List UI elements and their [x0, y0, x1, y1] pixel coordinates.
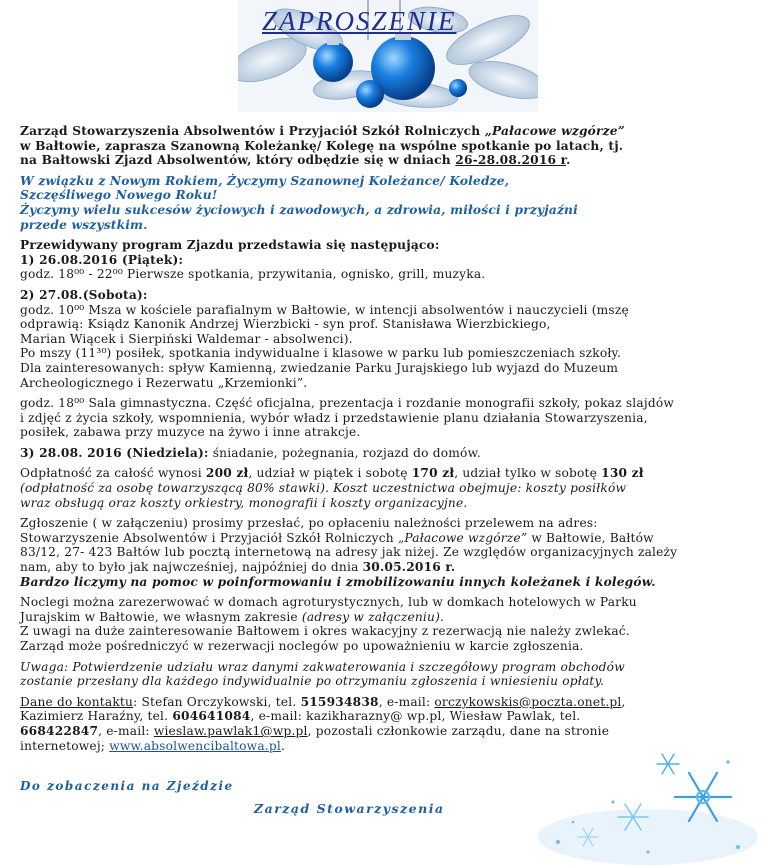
intro-line-3: na Bałtowski Zjazd Absolwentów, który odbędzie się w dniach 26-28.08.2016 r. — [20, 153, 571, 168]
lodging: Noclegi można zarezerwować w domach agroturystycznych, lub w domkach hotelowych w Parku Jurajskim w Bałtowie, we własnym zakresie (adresy w załączeniu). Z uwagi na duże zainteresowanie Bałtowem i okres wakacyjny z rezerwacją nie należy zwlekać. Zarząd może pośredniczyć w rezerwacji noclegów po upoważnieniu w karcie zgłoszenia. — [20, 595, 637, 653]
email-link-3[interactable]: wieslaw.pawlak1@wp.pl — [153, 723, 308, 738]
phone-2: 604641084 — [172, 709, 251, 724]
day2-text: godz. 10⁰⁰ Msza w kościele parafialnym w Bałtowie, w intencji absolwentów i nauczycieli (mszę odprawią: Ksiądz Kanonik Andrzej Wierzbicki - syn prof. Stanisława Wierzbickiego, Marian Wiącek i Sierpiński Waldemar - absolwenci). Po mszy (11³⁰) posiłek, spotkania indywidualne i klasowe w parku lub pomieszczeniach szkoły. Dla zainteresowanych: spływ Kamienną, zwiedzanie Parku Jurajskiego lub wyjazd do Muzeum Archeologicznego i Rezerwatu „Krzemionki”. godz. 18⁰⁰ Sala gimnastyczna. Część oficjalna, prezentacja i rozdanie monografii szkoły, pokaz slajdów i zdjęć z życia szkoły, wspomnienia, wybór władz i przedstawienie planu działania Stowarzyszenia, posiłek, zabawa przy muzyce na żywo i inne atrakcje. — [20, 302, 674, 440]
event-dates: 26-28.08.2016 r — [455, 153, 567, 168]
day2-heading: 2) 27.08.(Sobota): — [20, 287, 148, 302]
day3-text: 3) 28.08. 2016 (Niedziela): śniadanie, pożegnania, rozjazd do domów. — [20, 445, 481, 460]
day3-heading: 3) 28.08. 2016 (Niedziela): — [20, 445, 209, 460]
page-title: ZAPROSZENIE — [262, 6, 457, 36]
day1-text: godz. 18⁰⁰ - 22⁰⁰ Pierwsze spotkania, przywitania, ognisko, grill, muzyka. — [20, 267, 486, 282]
day1-heading: 1) 26.08.2016 (Piątek): — [20, 252, 184, 267]
program-heading: Przewidywany program Zjazdu przedstawia się następująco: — [20, 238, 440, 253]
signature: Zarząd Stowarzyszenia — [254, 801, 445, 816]
invitation-body — [20, 124, 760, 753]
snowflake-decoration-icon — [528, 742, 758, 866]
deadline-date: 30.05.2016 r. — [362, 560, 456, 575]
intro-line-2: w Bałtowie, zaprasza Szanowną Koleżankę/ Kolegę na wspólne spotkanie po latach, tj. — [20, 138, 624, 153]
contact-label: Dane do kontaktu — [20, 694, 134, 709]
registration: Zgłoszenie ( w załączeniu) prosimy przesłać, po opłaceniu należności przelewem na adres: Stowarzyszenie Absolwentów i Przyjaciół Szkół Rolniczych „Pałacowe wzgórze” w Bałtowie, Bałtów 83/12, 27- 423 Bałtów lub pocztą internetową na adresy jak niżej. Ze względów organizacyjnych zależy nam, aby to było jak najwcześniej, najpóźniej do dnia 30.05.2016 r. Bardzo liczymy na pomoc w poinformowaniu i zmobilizowaniu innych koleżanek i kolegów. — [20, 516, 678, 589]
phone-1: 515934838 — [300, 694, 379, 709]
email-link-1[interactable]: orczykowskis@poczta.onet.pl — [434, 694, 622, 709]
phone-3: 668422847 — [20, 723, 99, 738]
greetings: W związku z Nowym Rokiem, Życzymy Szanownej Koleżance/ Koledze, Szczęśliwego Nowego Roku! Życzymy wielu sukcesów życiowych i zawodowych, a zdrowia, miłości i przyjaźni przede wszystkim. — [20, 173, 578, 232]
association-name: „Pałacowe wzgórze” — [484, 124, 625, 138]
note: Uwaga: Potwierdzenie udziału wraz danymi zakwaterowania i szczegółowy program obchodów zostanie przesłany dla każdego indywidualnie po otrzymaniu zgłoszenia i wniesieniu opłaty. — [20, 659, 625, 689]
website-link[interactable]: www.absolwencibaltowa.pl — [109, 738, 281, 753]
contact: Dane do kontaktu: Stefan Orczykowski, tel. 515934838, e-mail: orczykowskis@poczta.onet.pl, Kazimierz Haraźny, tel. 604641084, e-mail: kazikharazny@ wp.pl, Wiesław Pawlak, tel. 668422847, e-mail: wieslaw.pawlak1@wp.pl, pozostali członkowie zarządu, dane na stronie internetowej; www.absolwencibaltowa.pl. — [20, 694, 626, 753]
closing-line: Do zobaczenia na Zjeździe — [20, 779, 234, 793]
fees: Odpłatność za całość wynosi 200 zł, udział w piątek i sobotę 170 zł, udział tylko w sobotę 130 zł (odpłatność za osobę towarzyszącą 80% stawki). Koszt uczestnictwa obejmuje: koszty posiłków wraz obsługą oraz koszty orkiestry, monografii i koszty organizacyjne. — [20, 466, 644, 510]
intro-line-1: Zarząd Stowarzyszenia Absolwentów i Przyjaciół Szkół Rolniczych „Pałacowe wzgórze” — [20, 124, 625, 138]
